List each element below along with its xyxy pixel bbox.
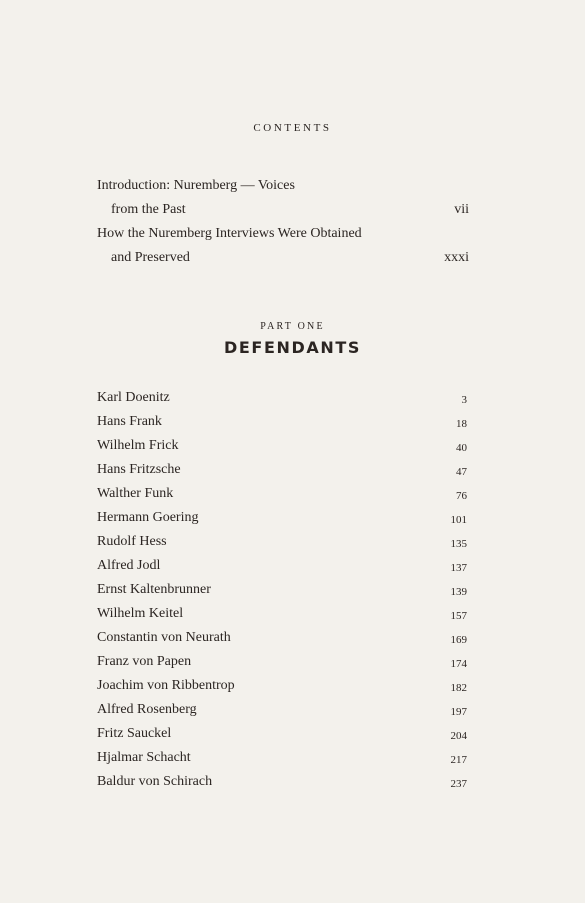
toc-entry-page-number: 18 <box>456 418 467 430</box>
toc-entry <box>97 650 467 674</box>
toc-entry-name: Hans Frank <box>97 414 162 429</box>
toc-entry-page-number: 197 <box>450 706 467 718</box>
toc-entry <box>97 626 467 650</box>
toc-entry-page-number: 204 <box>450 730 467 742</box>
toc-entry-page-number: 237 <box>450 778 467 790</box>
front-matter-entry-line <box>97 198 469 222</box>
toc-entry <box>97 530 467 554</box>
toc-entry-page-number: 174 <box>450 658 467 670</box>
toc-entry-page-number: 139 <box>450 586 467 598</box>
toc-entry <box>97 506 467 530</box>
toc-entry-name: Alfred Jodl <box>97 558 161 573</box>
toc-entry <box>97 698 467 722</box>
toc-entry-page-number: 76 <box>456 490 467 502</box>
toc-entry-name: Wilhelm Keitel <box>97 606 184 621</box>
toc-entry-name: Baldur von Schirach <box>97 774 213 789</box>
toc-entry <box>97 746 467 770</box>
toc-entry <box>97 674 467 698</box>
toc-entry <box>97 410 467 434</box>
toc-entry-name: Rudolf Hess <box>97 534 167 549</box>
toc-entry-name: Alfred Rosenberg <box>97 702 197 717</box>
toc-entry-name: Hjalmar Schacht <box>97 750 191 765</box>
toc-entry-name: Hans Fritzsche <box>97 462 181 477</box>
front-matter-title: How the Nuremberg Interviews Were Obtained <box>97 226 362 241</box>
toc-entry <box>97 554 467 578</box>
contents-heading: CONTENTS <box>253 122 332 134</box>
toc-entry-page-number: 47 <box>456 466 467 478</box>
toc-entry <box>97 578 467 602</box>
toc-entry-name: Ernst Kaltenbrunner <box>97 582 211 597</box>
front-matter-title: Introduction: Nuremberg — Voices <box>97 178 295 193</box>
toc-entry-name: Fritz Sauckel <box>97 726 172 741</box>
toc-entry-page-number: 157 <box>450 610 467 622</box>
toc-entry-page-number: 3 <box>461 394 467 406</box>
toc-entry <box>97 770 467 794</box>
toc-entry <box>97 722 467 746</box>
toc-entry <box>97 482 467 506</box>
front-matter-page-number: xxxi <box>444 250 469 265</box>
toc-entry-page-number: 217 <box>450 754 467 766</box>
toc-entry <box>97 434 467 458</box>
defendants-list <box>97 386 467 794</box>
front-matter-entry-line <box>97 222 469 246</box>
front-matter-title-continued: and Preserved <box>111 250 190 265</box>
toc-entry-name: Wilhelm Frick <box>97 438 179 453</box>
toc-entry <box>97 602 467 626</box>
toc-entry-name: Constantin von Neurath <box>97 630 231 645</box>
toc-entry-name: Karl Doenitz <box>97 390 170 405</box>
toc-entry-page-number: 101 <box>450 514 467 526</box>
toc-entry-name: Franz von Papen <box>97 654 192 669</box>
toc-entry <box>97 458 467 482</box>
part-label: PART ONE <box>260 321 325 332</box>
front-matter-page-number: vii <box>454 202 469 217</box>
toc-entry-page-number: 182 <box>450 682 467 694</box>
toc-entry-page-number: 137 <box>450 562 467 574</box>
toc-entry-page-number: 135 <box>450 538 467 550</box>
toc-entry-page-number: 40 <box>456 442 467 454</box>
front-matter-entry-line <box>97 174 469 198</box>
toc-entry <box>97 386 467 410</box>
front-matter-title-continued: from the Past <box>111 202 186 217</box>
toc-entry-name: Hermann Goering <box>97 510 199 525</box>
toc-entry-name: Walther Funk <box>97 486 174 501</box>
toc-entry-page-number: 169 <box>450 634 467 646</box>
toc-entry-name: Joachim von Ribbentrop <box>97 678 235 693</box>
front-matter-list <box>97 174 469 270</box>
part-title: DEFENDANTS <box>224 338 361 357</box>
front-matter-entry-line <box>97 246 469 270</box>
